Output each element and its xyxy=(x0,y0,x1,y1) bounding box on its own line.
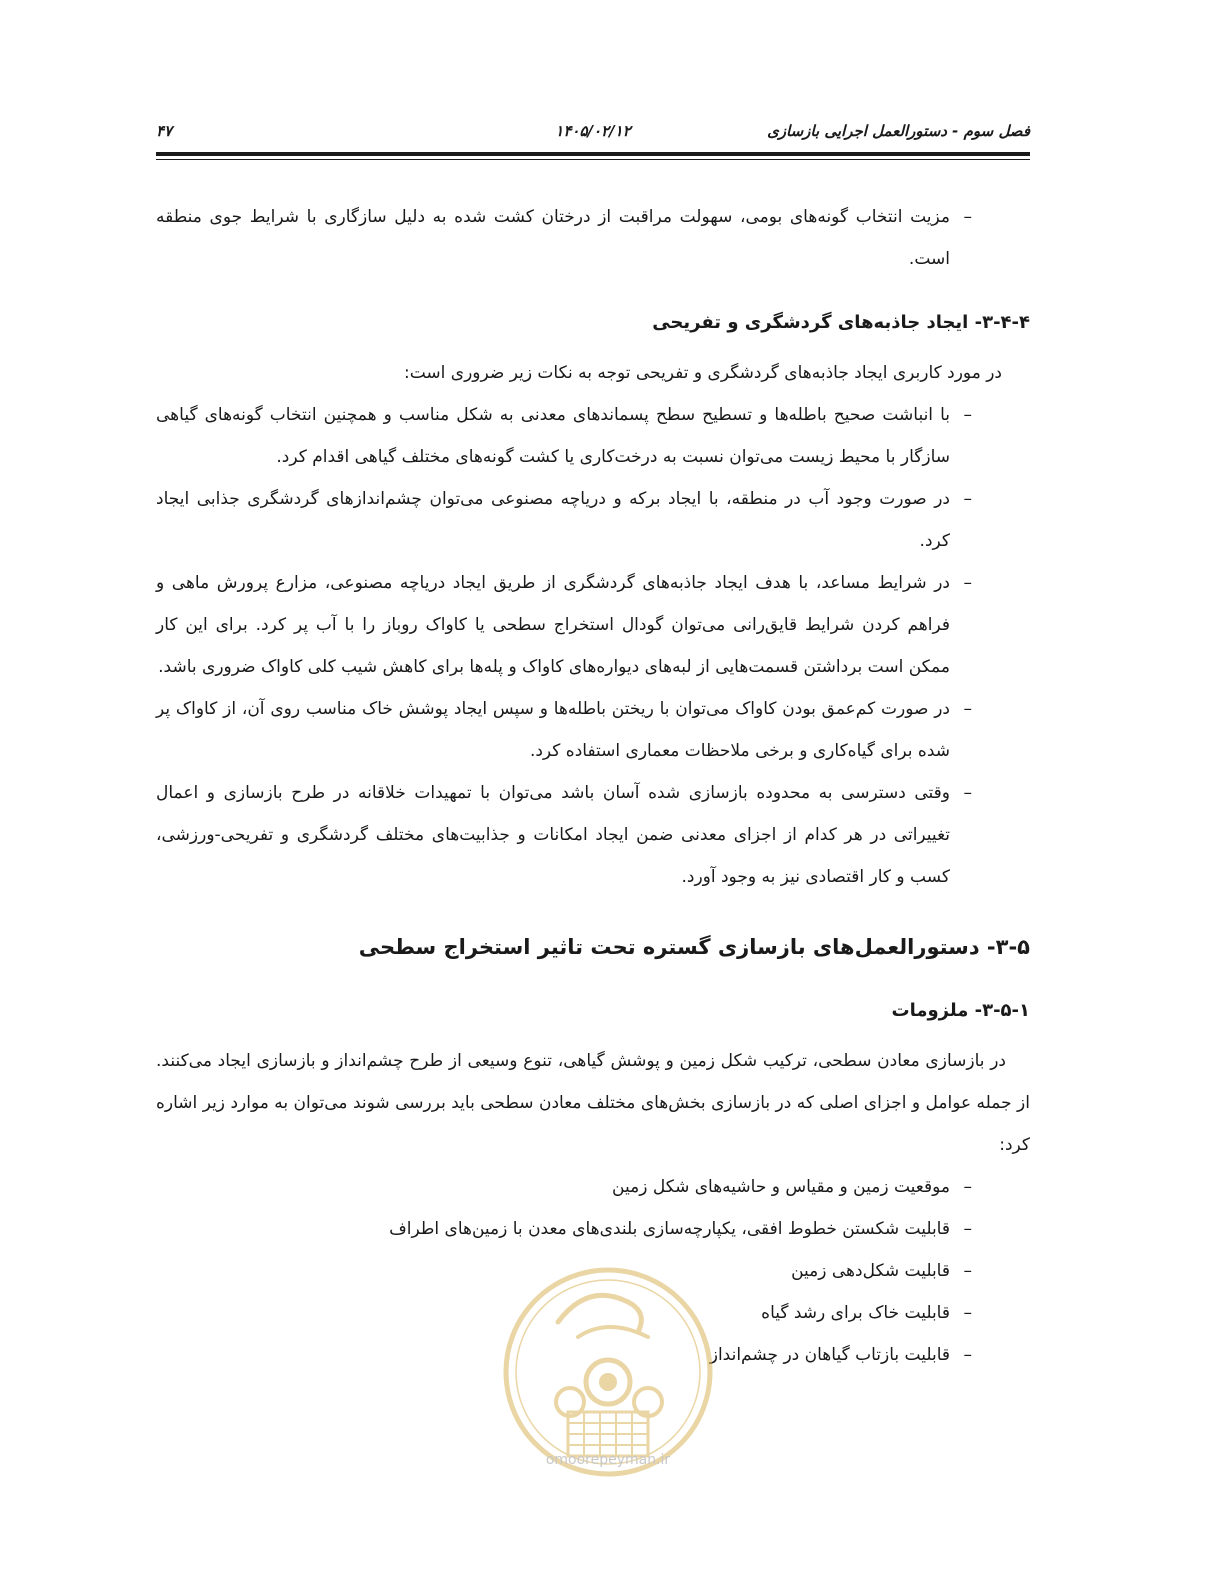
bullet-dash: – xyxy=(963,1261,972,1281)
bullet-dash: – xyxy=(963,1303,972,1323)
list-item xyxy=(156,394,1030,478)
bullet-text: در شرایط مساعد، با هدف ایجاد جاذبه‌های گردشگری از طریق ایجاد دریاچه مصنوعی، مزارع پرورش ماهی و فراهم کردن شرایط قایق‌رانی می‌توان گودال استخراج سطحی یا کاواک روباز را با آب پر کرد. برای این کار ممکن است برداشتن قسمت‌هایی از لبه‌های دیواره‌های کاواک و پله‌ها برای کاهش شیب کلی کاواک ضروری باشد. xyxy=(156,573,950,677)
section-intro: در مورد کاربری ایجاد جاذبه‌های گردشگری و تفریحی توجه به نکات زیر ضروری است: xyxy=(403,363,1002,383)
page-header xyxy=(156,118,1030,144)
body-paragraph: در بازسازی معادن سطحی، ترکیب شکل زمین و پوشش گیاهی، تنوع وسیعی از طرح چشم‌انداز و بازسازی ایجاد می‌کنند. از جمله عوامل و اجزای اصلی که در بازسازی بخش‌های مختلف معادن سطحی باید بررسی شوند می‌توان به موارد زیر اشاره کرد: xyxy=(156,1051,1030,1155)
section-heading: ۳-۴-۴- ایجاد جاذبه‌های گردشگری و تفریحی xyxy=(652,312,1030,333)
bullet-dash: – xyxy=(963,573,972,593)
watermark-url: omoorepeyman.ir xyxy=(545,1452,671,1468)
page-number: ۴۷ xyxy=(156,122,173,140)
bullet-text: با انباشت صحیح باطله‌ها و تسطیح سطح پسماندهای معدنی به شکل مناسب و همچنین انتخاب گونه‌های گیاهی سازگار با محیط زیست می‌توان نسبت به درخت‌کاری یا کشت گونه‌های مختلف گیاهی اقدام کرد. xyxy=(156,405,950,467)
list-item xyxy=(156,562,1030,688)
bullet-text: قابلیت خاک برای رشد گیاه xyxy=(761,1303,950,1323)
bullet-text: قابلیت بازتاب گیاهان در چشم‌انداز xyxy=(709,1345,950,1365)
bullet-dash: – xyxy=(963,1219,972,1239)
bullet-dash: – xyxy=(963,699,972,719)
bullet-text: موقعیت زمین و مقیاس و حاشیه‌های شکل زمین xyxy=(612,1177,950,1197)
list-item xyxy=(156,1166,1030,1208)
bullet-text: مزیت انتخاب گونه‌های بومی، سهولت مراقبت از درختان کشت شده به دلیل سازگاری با شرایط جوی منطقه است. xyxy=(156,207,950,269)
page-content xyxy=(156,196,1030,1376)
bullet-text: قابلیت شکستن خطوط افقی، یکپارچه‌سازی بلندی‌های معدن با زمین‌های اطراف xyxy=(389,1219,950,1239)
chapter-title: فصل سوم - دستورالعمل اجرایی بازسازی xyxy=(767,122,1030,140)
list-item xyxy=(156,478,1030,562)
bullet-dash: – xyxy=(963,405,972,425)
bullet-text: در صورت کم‌عمق بودن کاواک می‌توان با ریختن باطله‌ها و سپس ایجاد پوشش خاک مناسب روی آن، از کاواک پر شده برای گیاه‌کاری و برخی ملاحظات معماری استفاده کرد. xyxy=(156,699,950,761)
bullet-dash: – xyxy=(963,1345,972,1365)
list-item xyxy=(156,772,1030,898)
list-item xyxy=(156,196,1030,280)
watermark-logo-icon xyxy=(498,1262,718,1482)
bullet-dash: – xyxy=(963,207,972,227)
bullet-text: در صورت وجود آب در منطقه، با ایجاد برکه و دریاچه مصنوعی می‌توان چشم‌اندازهای گردشگری جذابی ایجاد کرد. xyxy=(156,489,950,551)
bullet-dash: – xyxy=(963,1177,972,1197)
bullet-text: قابلیت شکل‌دهی زمین xyxy=(791,1261,950,1281)
bullet-dash: – xyxy=(963,783,972,803)
header-rule-thick xyxy=(156,152,1030,156)
header-rule-thin xyxy=(156,159,1030,160)
bullet-text: وقتی دسترسی به محدوده بازسازی شده آسان باشد می‌توان با تمهیدات خلاقانه در طرح بازسازی و اعمال تغییراتی در هر کدام از اجزای معدنی ضمن ایجاد امکانات و جذابیت‌های مختلف گردشگری و تفریحی-ورزشی، کسب و کار اقتصادی نیز به وجود آورد. xyxy=(156,783,950,887)
list-item xyxy=(156,1208,1030,1250)
list-item xyxy=(156,688,1030,772)
bullet-dash: – xyxy=(963,489,972,509)
section-heading: ۳-۵-۱- ملزومات xyxy=(891,1000,1030,1021)
chapter-section-heading: ۳-۵- دستورالعمل‌های بازسازی گستره تحت تاثیر استخراج سطحی xyxy=(358,935,1030,959)
header-date: ۱۴۰۵/۰۲/۱۲ xyxy=(555,122,631,140)
